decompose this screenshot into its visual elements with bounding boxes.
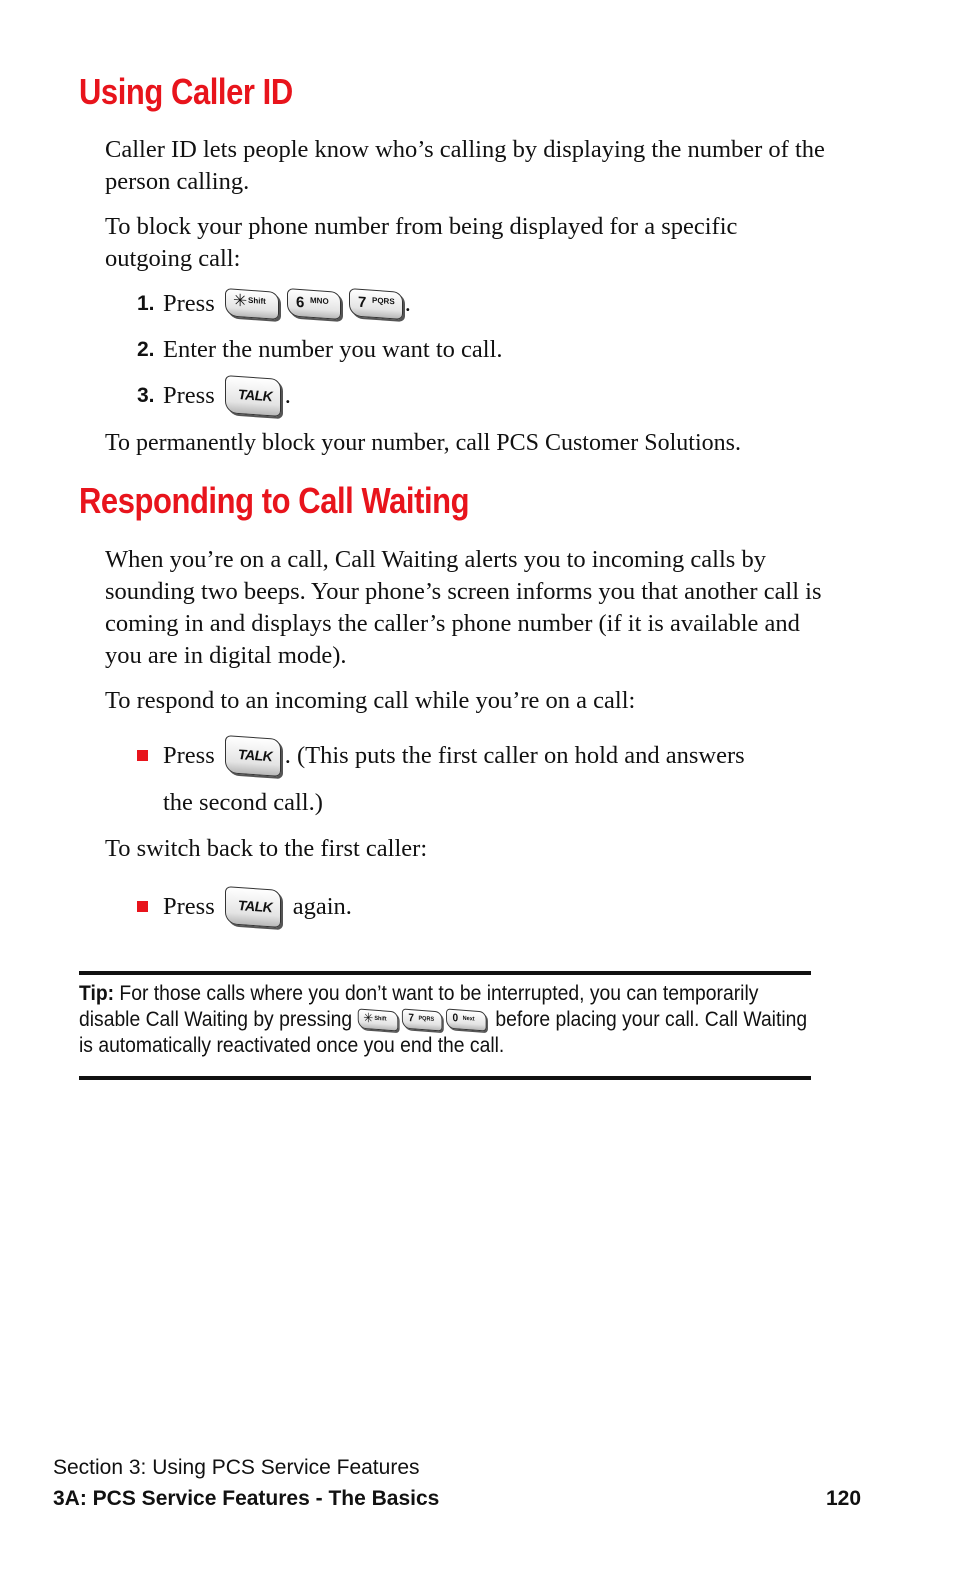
bullet-square-icon — [137, 901, 148, 912]
star-shift-key-icon: ✳ Shift — [358, 1009, 398, 1032]
bullet-text-continued: again. — [292, 893, 352, 920]
six-mno-key-icon: 6 MNO — [287, 288, 341, 320]
step-end-punctuation: . — [284, 382, 291, 409]
seven-pqrs-key-icon: 7 PQRS — [349, 288, 403, 320]
bullet-text-continued: the second call.) — [163, 789, 323, 816]
tip-text: For those calls where you don’t want to be interrupted, you can temporarily disable Call Waiting by pressing — [79, 982, 759, 1031]
switch-back-intro: To switch back to the first caller: — [105, 835, 428, 862]
permanent-block-note: To permanently block your number, call PCS Customer Solutions. — [105, 430, 741, 456]
tip-bottom-rule — [79, 1076, 811, 1080]
step-number: 3. — [137, 384, 155, 407]
star-shift-key-icon: ✳ Shift — [225, 288, 279, 320]
step-1 — [137, 284, 411, 324]
bullet-text: Press — [163, 893, 215, 920]
step-number: 1. — [137, 292, 155, 315]
tip-box — [79, 981, 815, 1059]
footer-chapter-title: 3A: PCS Service Features - The Basics — [53, 1487, 440, 1510]
bullet-text-continued: . (This puts the first caller on hold and answers — [284, 742, 745, 769]
block-number-intro: To block your phone number from being displayed for a specific outgoing call: — [105, 213, 738, 272]
step-end-punctuation: . — [404, 290, 411, 317]
talk-key-icon: TALK — [225, 735, 281, 777]
step-text: Press — [163, 382, 215, 409]
step-text: Press — [163, 290, 215, 317]
tip-label: Tip: — [79, 982, 115, 1005]
tip-text-continued: before placing your call. Call Waiting is automatically reactivated once you end the call. — [79, 1008, 808, 1057]
heading-call-waiting: Responding to Call Waiting — [79, 480, 470, 521]
caller-id-intro: Caller ID lets people know who’s calling by displaying the number of the person calling. — [105, 136, 825, 195]
bullet-respond-line2 — [163, 783, 323, 823]
tip-top-rule — [79, 971, 811, 975]
bullet-square-icon — [137, 750, 148, 761]
page-number: 120 — [826, 1487, 862, 1510]
bullet-respond — [137, 736, 745, 776]
respond-intro: To respond to an incoming call while you’re on a call: — [105, 687, 636, 714]
step-text: Enter the number you want to call. — [163, 336, 503, 363]
bullet-switch-back — [137, 887, 352, 927]
step-number: 2. — [137, 338, 155, 361]
talk-key-icon: TALK — [225, 886, 281, 928]
footer-section-title: Section 3: Using PCS Service Features — [53, 1456, 420, 1479]
seven-pqrs-key-icon: 7 PQRS — [402, 1009, 442, 1032]
talk-key-icon: TALK — [225, 375, 281, 417]
zero-next-key-icon: 0 Next — [446, 1009, 486, 1032]
bullet-text: Press — [163, 742, 215, 769]
step-3 — [137, 376, 291, 416]
heading-using-caller-id: Using Caller ID — [79, 71, 293, 112]
call-waiting-intro: When you’re on a call, Call Waiting alerts you to incoming calls by sounding two beeps. Your phone’s screen informs you that another call is coming in and displays the caller’s phone number (if it is available and you are in digital mode). — [105, 546, 822, 669]
step-2 — [137, 330, 503, 370]
